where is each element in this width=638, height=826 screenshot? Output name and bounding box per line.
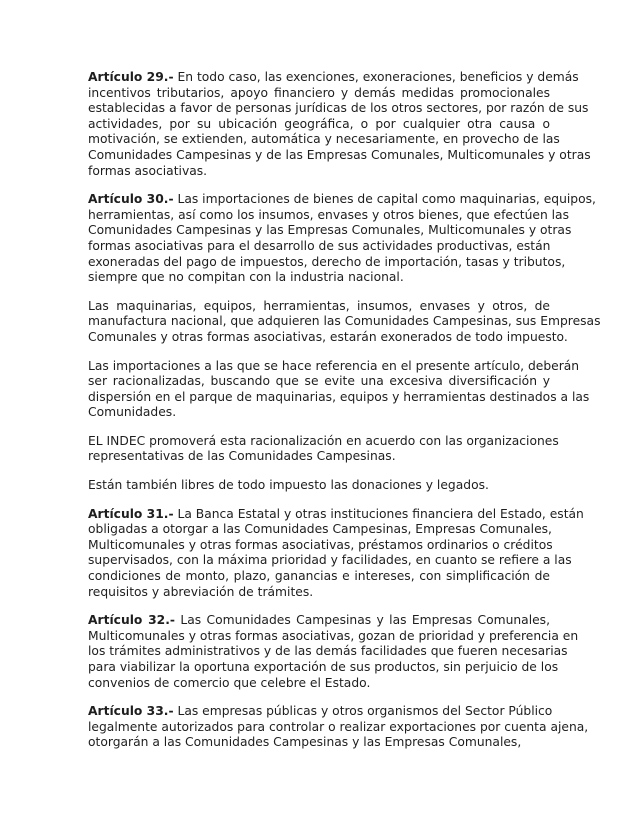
document-page bbox=[88, 70, 601, 764]
line-text: establecidas a favor de personas jurídicas de los otros sectores, por razón de sus bbox=[88, 101, 589, 116]
line-text: La Banca Estatal y otras instituciones financiera del Estado, están bbox=[173, 506, 584, 521]
text-line bbox=[88, 522, 550, 538]
body-paragraph bbox=[88, 358, 590, 421]
text-line bbox=[88, 553, 572, 569]
line-text: para viabilizar la oportuna exportación de sus productos, sin perjuicio de los bbox=[88, 660, 559, 674]
article-heading: Artículo 30.- bbox=[88, 192, 174, 207]
line-text: Las empresas públicas y otros organismos del Sector Público bbox=[173, 704, 553, 719]
line-text: Las importaciones a las que se hace referencia en el presente artículo, deberán bbox=[88, 358, 580, 373]
text-line bbox=[88, 374, 550, 390]
text-line bbox=[88, 613, 550, 629]
line-text: otorgarán a las Comunidades Campesinas y las Empresas Comunales, bbox=[88, 735, 522, 750]
line-text: Las maquinarias, equipos, herramientas, insumos, envases y otros, de bbox=[88, 298, 550, 313]
text-line bbox=[88, 628, 579, 645]
text-line bbox=[88, 70, 579, 86]
text-line bbox=[88, 192, 596, 208]
text-line bbox=[88, 299, 550, 315]
line-text: dispersión en el parque de maquinarias, equipos y herramientas destinados a las bbox=[88, 389, 590, 404]
line-text: condiciones de monto, plazo, ganancias e intereses, con simplificación de bbox=[88, 569, 550, 584]
article-paragraph bbox=[88, 192, 596, 286]
text-line bbox=[88, 207, 570, 224]
text-line bbox=[88, 644, 568, 660]
line-text: requisitos y abreviación de trámites. bbox=[88, 584, 314, 599]
text-line bbox=[88, 478, 550, 494]
text-line bbox=[88, 660, 559, 676]
line-text: ser racionalizadas, buscando que se evite una excesiva diversificación y bbox=[88, 374, 550, 389]
line-text: obligadas a otorgar a las Comunidades Campesinas, Empresas Comunales, bbox=[88, 522, 552, 537]
article-paragraph bbox=[88, 70, 591, 179]
body-paragraph bbox=[88, 433, 559, 465]
document-body bbox=[88, 70, 601, 751]
line-text: Comunidades Campesinas y las Empresas Comunales, Multicomunales y otras bbox=[88, 223, 572, 238]
line-text: Están también libres de todo impuesto las donaciones y legados. bbox=[88, 478, 489, 493]
article-heading: Artículo 33.- bbox=[88, 704, 174, 719]
article-paragraph bbox=[88, 704, 589, 751]
line-text: motivación, se extienden, automática y necesariamente, en provecho de las bbox=[88, 132, 560, 147]
body-paragraph bbox=[88, 298, 601, 346]
text-line bbox=[88, 223, 572, 239]
text-line bbox=[88, 101, 589, 117]
text-line bbox=[88, 449, 550, 465]
text-line bbox=[88, 389, 590, 406]
line-text: formas asociativas para el desarrollo de sus actividades productivas, están bbox=[88, 238, 551, 253]
line-text: legalmente autorizados para controlar o realizar exportaciones por cuenta ajena, bbox=[88, 719, 589, 734]
text-line bbox=[88, 405, 550, 421]
line-text: Las importaciones de bienes de capital como maquinarias, equipos, bbox=[173, 192, 596, 207]
line-text: herramientas, así como los insumos, envases y otros bienes, que efectúen las bbox=[88, 207, 570, 222]
text-line bbox=[88, 506, 584, 523]
line-text: En todo caso, las exenciones, exoneraciones, beneficios y demás bbox=[173, 70, 579, 84]
text-line bbox=[88, 735, 550, 751]
line-text: Las Comunidades Campesinas y las Empresas Comunales, bbox=[175, 613, 550, 628]
line-text: actividades, por su ubicación geográfica, o por cualquier otra causa o bbox=[88, 116, 550, 131]
line-text: Multicomunales y otras formas asociativas, gozan de prioridad y preferencia en bbox=[88, 628, 579, 643]
text-line bbox=[88, 117, 550, 133]
line-text: Comunidades. bbox=[88, 405, 177, 420]
text-line bbox=[88, 164, 550, 180]
text-line bbox=[88, 314, 601, 330]
text-line bbox=[88, 254, 566, 271]
text-line bbox=[88, 147, 591, 164]
body-paragraph bbox=[88, 478, 550, 494]
line-text: Comunales y otras formas asociativas, estarán exonerados de todo impuesto. bbox=[88, 329, 568, 344]
text-line bbox=[88, 585, 550, 601]
line-text: manufactura nacional, que adquieren las Comunidades Campesinas, sus Empresas bbox=[88, 314, 601, 329]
text-line bbox=[88, 270, 550, 286]
line-text: los trámites administrativos y de las demás facilidades que fueren necesarias bbox=[88, 644, 568, 659]
article-heading: Artículo 31.- bbox=[88, 506, 174, 521]
text-line bbox=[88, 676, 550, 692]
line-text: siempre que no compitan con la industria nacional. bbox=[88, 270, 404, 285]
text-line bbox=[88, 719, 589, 736]
line-text: Multicomunales y otras formas asociativas, préstamos ordinarios o créditos bbox=[88, 537, 553, 552]
article-heading: Artículo 32.- bbox=[88, 613, 176, 628]
text-line bbox=[88, 537, 553, 554]
text-line bbox=[88, 239, 550, 255]
line-text: Comunidades Campesinas y de las Empresas Comunales, Multicomunales y otras bbox=[88, 147, 591, 162]
line-text: supervisados, con la máxima prioridad y facilidades, en cuanto se refiere a las bbox=[88, 553, 572, 568]
text-line bbox=[88, 86, 550, 102]
line-text: formas asociativas. bbox=[88, 163, 208, 178]
line-text: incentivos tributarios, apoyo financiero y demás medidas promocionales bbox=[88, 85, 550, 100]
text-line bbox=[88, 433, 559, 450]
article-paragraph bbox=[88, 506, 584, 601]
line-text: representativas de las Comunidades Campesinas. bbox=[88, 449, 396, 464]
text-line bbox=[88, 358, 580, 375]
text-line bbox=[88, 569, 550, 585]
article-heading: Artículo 29.- bbox=[88, 70, 174, 84]
line-text: convenios de comercio que celebre el Estado. bbox=[88, 675, 371, 690]
line-text: exoneradas del pago de impuestos, derecho de importación, tasas y tributos, bbox=[88, 254, 566, 269]
line-text: EL INDEC promoverá esta racionalización en acuerdo con las organizaciones bbox=[88, 433, 559, 448]
article-paragraph bbox=[88, 613, 579, 691]
text-line bbox=[88, 132, 560, 148]
text-line bbox=[88, 329, 568, 346]
text-line bbox=[88, 704, 553, 720]
